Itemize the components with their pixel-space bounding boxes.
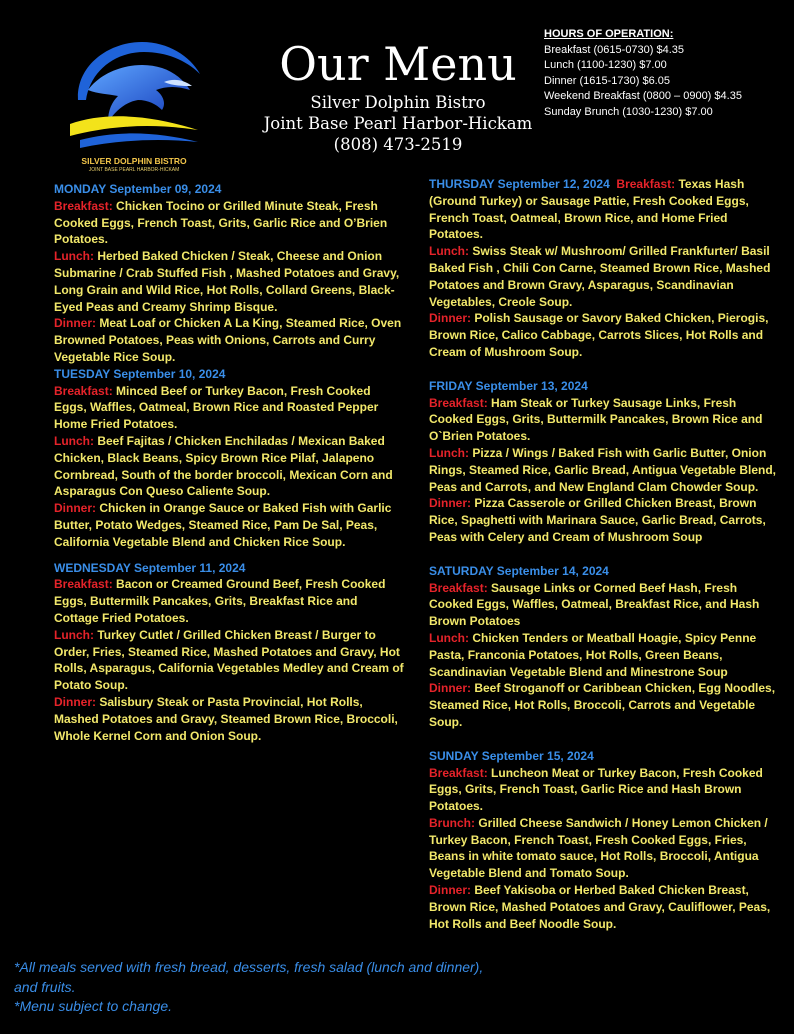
meal-label: Dinner: — [54, 694, 96, 709]
meal-text: Sausage Links or Corned Beef Hash, Fresh Cooked Eggs, Waffles, Oatmeal, Breakfast Rice, and Hash Brown Potatoes — [429, 580, 760, 629]
meal-label: Lunch: — [54, 249, 94, 264]
menu-column-left — [54, 181, 404, 744]
meal-text: Beef Stroganoff or Caribbean Chicken, Egg Noodles, Steamed Rice, Hot Rolls, Broccoli, Carrots and Vegetable Soup. — [429, 681, 776, 729]
meal-dinner — [54, 694, 404, 744]
hours-of-operation — [544, 27, 789, 121]
hours-line: Lunch (1100-1230) $7.00 — [544, 59, 667, 72]
menu-footnotes — [14, 958, 484, 1017]
day-title: FRIDAY September 13, 2024 — [429, 378, 588, 393]
meal-label: Dinner: — [54, 501, 96, 516]
meal-breakfast — [429, 765, 779, 815]
hours-line: Breakfast (0615-0730) $4.35 — [544, 43, 685, 56]
meal-label: Lunch: — [429, 244, 469, 259]
meal-dinner — [54, 315, 404, 365]
meal-text: Swiss Steak w/ Mushroom/ Grilled Frankfurter/ Basil Baked Fish , Chili Con Carne, Steamed Brown Rice, Mashed Potatoes and Brown Gravy, Asparagus, Scandinavian Vegetables, Creole Soup. — [429, 244, 771, 309]
meal-text: Luncheon Meat or Turkey Bacon, Fresh Cooked Eggs, Grits, French Toast, Garlic Rice and Hash Brown Potatoes. — [429, 765, 763, 814]
logo-name: SILVER DOLPHIN BISTRO — [81, 156, 187, 166]
logo-location: JOINT BASE PEARL HARBOR-HICKAM — [88, 167, 180, 173]
hours-line: Dinner (1615-1730) $6.05 — [544, 74, 670, 87]
day-title: WEDNESDAY September 11, 2024 — [54, 560, 246, 575]
meal-text: Salisbury Steak or Pasta Provincial, Hot Rolls, Mashed Potatoes and Gravy, Steamed Brown Rice, Broccoli, Whole Kernel Corn and Onion Soup. — [54, 694, 398, 743]
meal-label: Breakfast: — [429, 395, 488, 410]
bistro-phone: (808) 473-2519 — [333, 135, 463, 154]
footnote: *All meals served with fresh bread, desserts, fresh salad (lunch and dinner), and fruits. — [14, 959, 484, 995]
menu-header — [248, 36, 548, 155]
day-tuesday — [54, 366, 404, 551]
meal-text: Ham Steak or Turkey Sausage Links, Fresh Cooked Eggs, Grits, Buttermilk Pancakes, Brown Rice and O`Brien Potatoes. — [429, 395, 763, 444]
meal-text: Herbed Baked Chicken / Steak, Cheese and Onion Submarine / Crab Stuffed Fish , Mashed Potatoes and Gravy, Long Grain and Wild Rice, Hot Rolls, Collard Greens, Black-Eyed Peas and Creamy Shrimp Bisque. — [54, 249, 400, 314]
meal-text: Polish Sausage or Savory Baked Chicken, Pierogis, Brown Rice, Calico Cabbage, Carrots Slices, Hot Rolls and Cream of Mushroom Soup. — [429, 311, 769, 359]
meal-lunch — [429, 445, 779, 495]
meal-text: Pizza Casserole or Grilled Chicken Breast, Brown Rice, Spaghetti with Marinara Sauce, Garlic Bread, Carrots, Peas with Celery and Cream of Mushroom Soup — [429, 496, 766, 544]
meal-label: Breakfast: — [616, 177, 676, 191]
hours-line: Weekend Breakfast (0800 – 0900) $4.35 — [544, 90, 742, 103]
meal-label: Dinner: — [429, 883, 471, 898]
day-saturday — [429, 563, 779, 731]
day-title: THURSDAY September 12, 2024 — [429, 177, 610, 191]
day-thursday — [429, 176, 779, 361]
hours-line: Sunday Brunch (1030-1230) $7.00 — [544, 105, 713, 118]
meal-label: Lunch: — [429, 630, 469, 645]
day-title: SUNDAY September 15, 2024 — [429, 748, 594, 763]
meal-label: Breakfast: — [54, 577, 113, 592]
day-monday — [54, 181, 404, 366]
meal-lunch — [54, 433, 404, 500]
meal-label: Breakfast: — [54, 383, 113, 398]
meal-lunch — [54, 627, 404, 694]
day-sunday — [429, 748, 779, 933]
meal-dinner — [429, 882, 779, 932]
meal-label: Lunch: — [429, 445, 469, 460]
meal-text: Texas Hash (Ground Turkey) or Sausage Pattie, Fresh Cooked Eggs, French Toast, Oatmeal, Brown Rice, and Home Fried Potatoes. — [429, 177, 749, 242]
day-title: TUESDAY September 10, 2024 — [54, 366, 226, 381]
meal-dinner — [429, 680, 779, 730]
meal-label: Brunch: — [429, 815, 475, 830]
meal-text: Chicken Tenders or Meatball Hoagie, Spicy Penne Pasta, Franconia Potatoes, Hot Rolls, Green Beans, Scandinavian Vegetable Blend and Minestrone Soup — [429, 630, 757, 679]
meal-text: Pizza / Wings / Baked Fish with Garlic Butter, Onion Rings, Steamed Rice, Garlic Bread, Antigua Vegetable Blend, Peas and Carrots, and New England Clam Chowder Soup. — [429, 445, 776, 494]
meal-text: Beef Yakisoba or Herbed Baked Chicken Breast, Brown Rice, Mashed Potatoes and Gravy, Cauliflower, Peas, Hot Rolls and Beef Noodle Soup. — [429, 883, 771, 931]
meal-breakfast — [54, 383, 404, 433]
meal-breakfast — [54, 198, 404, 248]
meal-breakfast — [429, 580, 779, 630]
meal-label: Dinner: — [429, 681, 471, 696]
meal-text: Meat Loaf or Chicken A La King, Steamed Rice, Oven Browned Potatoes, Peas with Onions, Carrots and Curry Vegetable Rice Soup. — [54, 316, 402, 364]
day-title: SATURDAY September 14, 2024 — [429, 563, 609, 578]
meal-text: Chicken in Orange Sauce or Baked Fish with Garlic Butter, Potato Wedges, Steamed Rice, Pam De Sal, Peas, California Vegetable Blend and Chicken Rice Soup. — [54, 501, 392, 549]
meal-lunch — [54, 248, 404, 315]
meal-text: Bacon or Creamed Ground Beef, Fresh Cooked Eggs, Buttermilk Pancakes, Grits, Breakfast Rice and Cottage Fried Potatoes. — [54, 577, 386, 625]
meal-label: Breakfast: — [429, 765, 488, 780]
bistro-location: Joint Base Pearl Harbor-Hickam — [263, 114, 533, 133]
menu-column-right — [429, 176, 779, 932]
bistro-name: Silver Dolphin Bistro — [310, 93, 486, 112]
meal-dinner — [54, 500, 404, 550]
meal-text: Beef Fajitas / Chicken Enchiladas / Mexican Baked Chicken, Black Beans, Spicy Brown Rice Pilaf, Jalapeno Cornbread, South of the border broccoli, Mexican Corn and Asparagus Con Queso Caliente Soup. — [54, 433, 393, 499]
bistro-logo — [58, 38, 210, 174]
meal-breakfast — [429, 395, 779, 445]
meal-text: Grilled Cheese Sandwich / Honey Lemon Chicken / Turkey Bacon, French Toast, Fresh Cooked Eggs, Fries, Beans in white tomato sauce, Hot Rolls, Broccoli, Antigua Vegetable Blend and Tomato Soup. — [429, 815, 768, 881]
meal-label: Dinner: — [429, 311, 471, 326]
meal-label: Dinner: — [429, 496, 471, 511]
meal-text: Chicken Tocino or Grilled Minute Steak, Fresh Cooked Eggs, French Toast, Grits, Garlic Rice and O’Brien Potatoes. — [54, 198, 388, 247]
meal-dinner — [429, 310, 779, 360]
meal-breakfast — [429, 176, 779, 243]
dolphin-logo-icon — [58, 38, 210, 158]
meal-text: Turkey Cutlet / Grilled Chicken Breast / Burger to Order, Fries, Steamed Rice, Mashed Potatoes and Gravy, Hot Rolls, Asparagus, California Vegetables Medley and Cream of Potato Soup. — [54, 627, 404, 693]
meal-label: Breakfast: — [54, 198, 113, 213]
meal-brunch — [429, 815, 779, 882]
meal-text: Minced Beef or Turkey Bacon, Fresh Cooked Eggs, Waffles, Oatmeal, Brown Rice and Roasted Pepper Home Fried Potatoes. — [54, 383, 379, 432]
meal-lunch — [429, 243, 779, 310]
page-title: Our Menu — [279, 37, 517, 91]
meal-dinner — [429, 495, 779, 545]
meal-lunch — [429, 630, 779, 680]
meal-label: Lunch: — [54, 627, 94, 642]
day-friday — [429, 378, 779, 546]
meal-breakfast — [54, 576, 404, 626]
meal-label: Dinner: — [54, 316, 96, 331]
meal-label: Breakfast: — [429, 580, 488, 595]
day-wednesday — [54, 560, 404, 745]
footnote: *Menu subject to change. — [14, 998, 172, 1014]
meal-label: Lunch: — [54, 433, 94, 448]
hours-title: HOURS OF OPERATION: — [544, 28, 674, 40]
day-title: MONDAY September 09, 2024 — [54, 182, 222, 196]
